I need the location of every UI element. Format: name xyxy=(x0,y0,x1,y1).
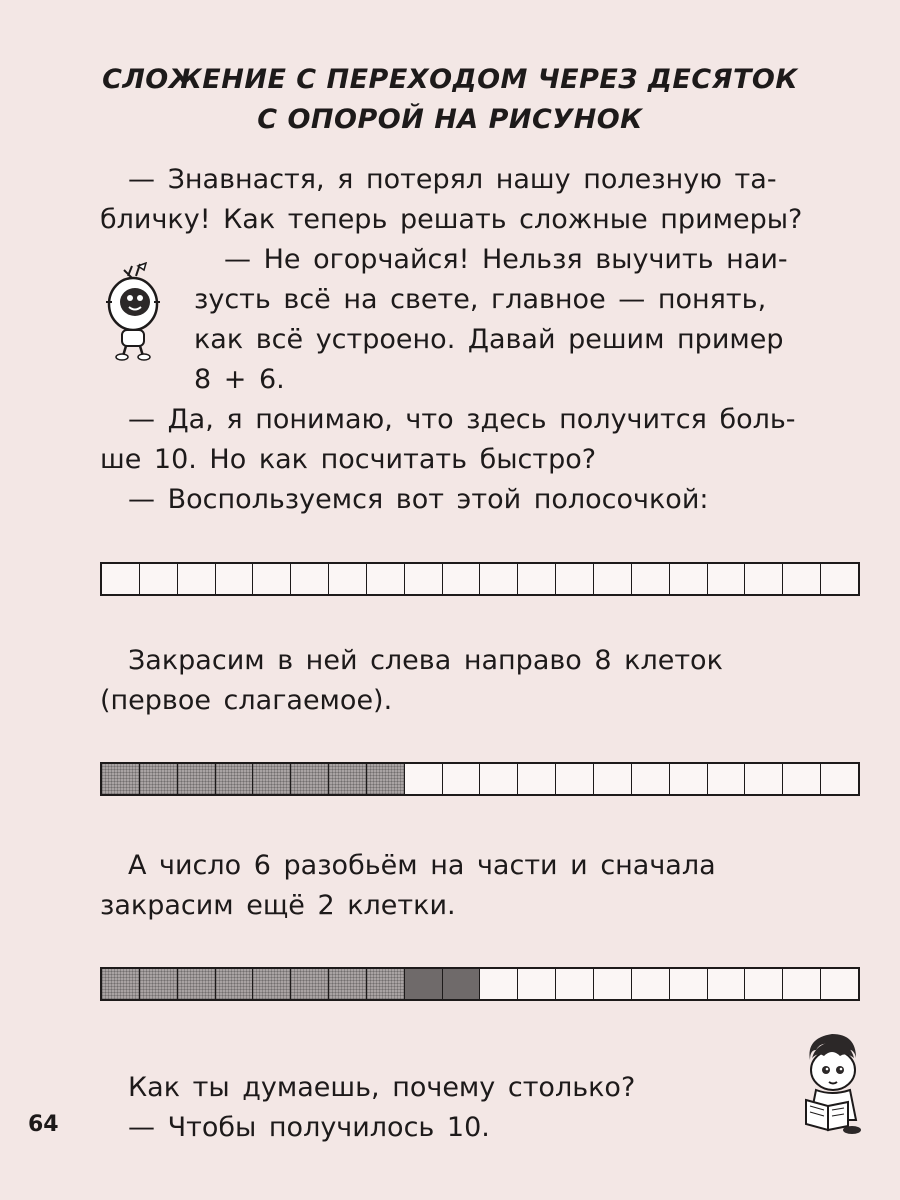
strip-cell xyxy=(178,764,216,794)
strip-cell xyxy=(291,564,329,594)
strip-cell xyxy=(670,969,708,999)
strip-cell xyxy=(443,564,481,594)
strip-cell xyxy=(556,764,594,794)
strip-cell xyxy=(480,969,518,999)
strip-cell xyxy=(708,764,746,794)
text-line-10: Закрасим в ней слева направо 8 клеток xyxy=(128,645,723,676)
text-line-12: А число 6 разобьём на части и сначала xyxy=(128,850,716,881)
strip-cell xyxy=(632,764,670,794)
dialog-line-4: зусть всё на свете, главное — понять, xyxy=(194,284,767,315)
strip-cell xyxy=(140,969,178,999)
strip-cell xyxy=(216,764,254,794)
strip-cell xyxy=(178,969,216,999)
strip-cell xyxy=(102,764,140,794)
dialog-line-1: — Знавнастя, я потерял нашу полезную та- xyxy=(128,164,777,195)
strip-cell xyxy=(708,969,746,999)
strip-cell xyxy=(632,969,670,999)
dialog-line-5: как всё устроено. Давай решим пример xyxy=(194,324,784,355)
number-strip-10-filled xyxy=(100,967,860,1001)
strip-cell xyxy=(329,764,367,794)
dialog-line-9: — Воспользуемся вот этой полосочкой: xyxy=(128,484,709,515)
strip-cell xyxy=(670,564,708,594)
strip-cell xyxy=(102,564,140,594)
strip-cell xyxy=(405,564,443,594)
robot-character-icon xyxy=(102,262,164,362)
strip-cell xyxy=(480,764,518,794)
strip-cell xyxy=(102,969,140,999)
strip-cell xyxy=(821,564,858,594)
strip-cell xyxy=(821,764,858,794)
page-title-line-1: СЛОЖЕНИЕ С ПЕРЕХОДОМ ЧЕРЕЗ ДЕСЯТОК xyxy=(102,64,798,95)
strip-cell xyxy=(216,969,254,999)
strip-cell xyxy=(783,564,821,594)
strip-cell xyxy=(405,764,443,794)
strip-cell xyxy=(291,764,329,794)
strip-cell xyxy=(518,764,556,794)
strip-cell xyxy=(745,969,783,999)
number-strip-8-filled xyxy=(100,762,860,796)
page-title-line-2: С ОПОРОЙ НА РИСУНОК xyxy=(257,104,643,135)
strip-cell xyxy=(178,564,216,594)
text-line-13: закрасим ещё 2 клетки. xyxy=(100,890,456,921)
dialog-line-3: — Не огорчайся! Нельзя выучить наи- xyxy=(224,244,788,275)
strip-cell xyxy=(594,764,632,794)
strip-cell xyxy=(140,564,178,594)
strip-cell xyxy=(367,564,405,594)
strip-cell xyxy=(745,764,783,794)
strip-cell xyxy=(253,969,291,999)
strip-cell xyxy=(140,764,178,794)
strip-cell xyxy=(518,969,556,999)
strip-cell xyxy=(405,969,443,999)
strip-cell xyxy=(443,969,481,999)
number-strip-empty xyxy=(100,562,860,596)
dialog-line-7: — Да, я понимаю, что здесь получится боль- xyxy=(128,404,796,435)
strip-cell xyxy=(253,764,291,794)
text-line-11: (первое слагаемое). xyxy=(100,685,393,716)
dialog-line-6: 8 + 6. xyxy=(194,364,285,395)
boy-reading-icon xyxy=(796,1030,868,1134)
strip-cell xyxy=(480,564,518,594)
text-line-15: — Чтобы получилось 10. xyxy=(128,1112,490,1143)
dialog-line-2: бличку! Как теперь решать сложные примеры? xyxy=(100,204,803,235)
strip-cell xyxy=(216,564,254,594)
strip-cell xyxy=(443,764,481,794)
strip-cell xyxy=(518,564,556,594)
dialog-line-8: ше 10. Но как посчитать быстро? xyxy=(100,444,597,475)
page-number: 64 xyxy=(28,1112,59,1137)
strip-cell xyxy=(367,764,405,794)
strip-cell xyxy=(329,969,367,999)
strip-cell xyxy=(253,564,291,594)
strip-cell xyxy=(783,969,821,999)
strip-cell xyxy=(708,564,746,594)
strip-cell xyxy=(783,764,821,794)
strip-cell xyxy=(556,564,594,594)
strip-cell xyxy=(594,564,632,594)
strip-cell xyxy=(594,969,632,999)
strip-cell xyxy=(821,969,858,999)
strip-cell xyxy=(670,764,708,794)
strip-cell xyxy=(745,564,783,594)
strip-cell xyxy=(291,969,329,999)
text-line-14: Как ты думаешь, почему столько? xyxy=(128,1072,636,1103)
strip-cell xyxy=(329,564,367,594)
strip-cell xyxy=(556,969,594,999)
strip-cell xyxy=(632,564,670,594)
strip-cell xyxy=(367,969,405,999)
